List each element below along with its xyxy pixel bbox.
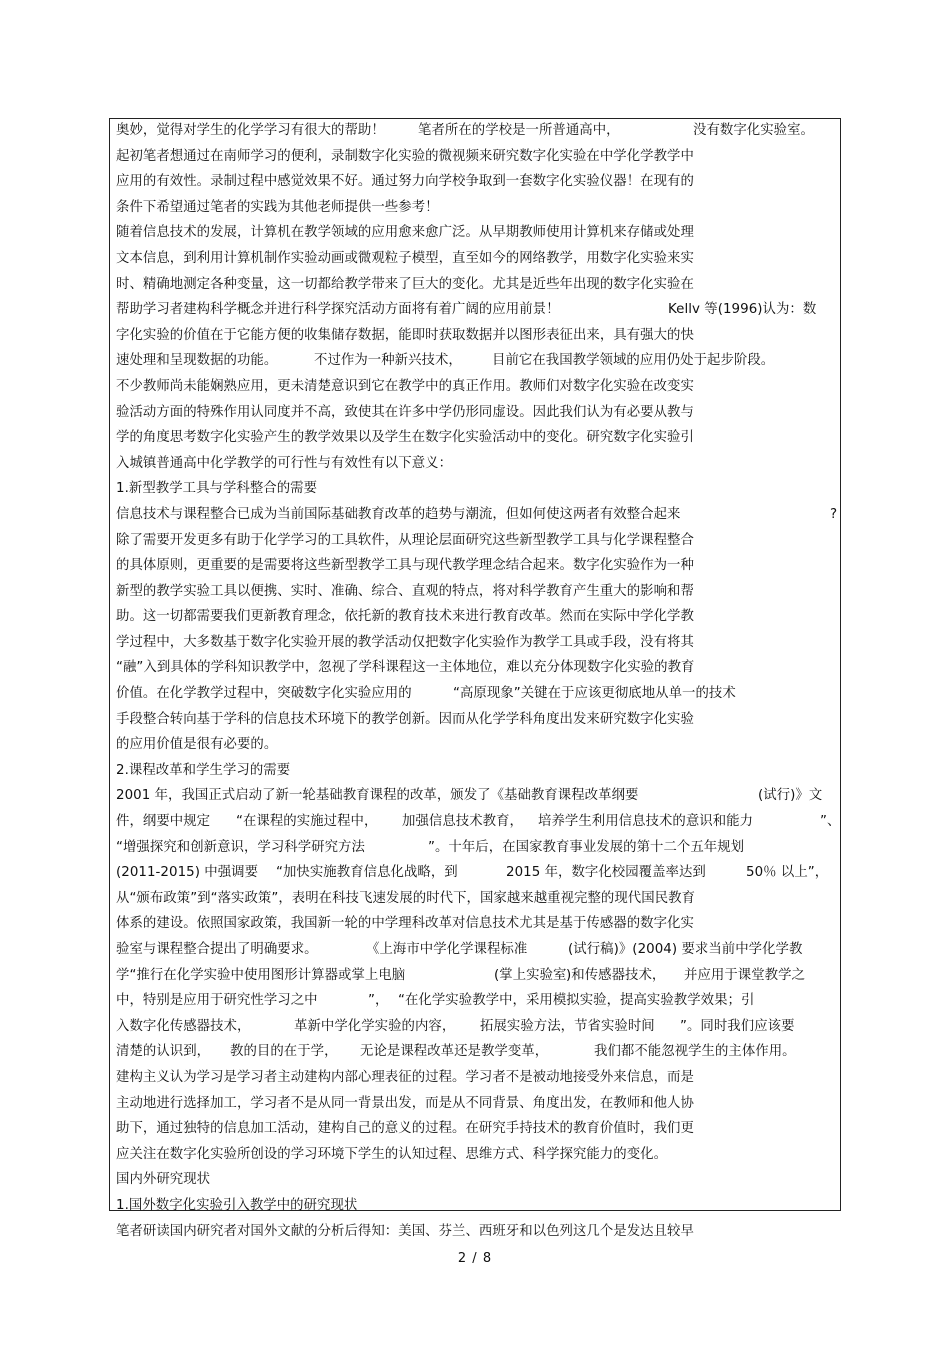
text-line <box>116 220 838 246</box>
text-line <box>116 1065 838 1091</box>
text-line <box>116 246 838 272</box>
text-segment: 拓展实验方法，节省实验时间 <box>480 1018 655 1034</box>
text-segment: ? <box>830 506 838 522</box>
text-segment: 应用的有效性。录制过程中感觉效果不好。通过努力向学校争取到一套数字化实验仪器！在现有的 <box>116 174 694 190</box>
text-segment: 起初笔者想通过在南师学习的便利，录制数字化实验的微视频来研究数字化实验在中学化学教学中 <box>116 148 694 164</box>
text-segment: “高原现象”关键在于应该更彻底地从单一的技术 <box>453 686 736 702</box>
text-segment: 的应用价值是很有必要的。 <box>116 737 278 753</box>
text-line <box>116 169 838 195</box>
text-segment: 清楚的认识到， <box>116 1044 211 1060</box>
text-segment: 的具体原则，更重要的是需要将这些新型教学工具与现代教学理念结合起来。数字化实验作为一种 <box>116 558 694 574</box>
text-line <box>116 348 838 374</box>
text-segment: 50％ 以上”， <box>746 865 829 881</box>
text-segment: 价值。在化学教学过程中，突破数字化实验应用的 <box>116 686 412 702</box>
text-line <box>116 809 841 835</box>
text-segment: 加强信息技术教育， <box>402 814 523 830</box>
text-segment: 信息技术与课程整合已成为当前国际基础教育改革的趋势与潮流，但如何使这两者有效整合起来 <box>116 506 681 522</box>
text-line <box>116 1014 838 1040</box>
text-segment: 时、精确地测定各种变量，这一切都给教学带来了巨大的变化。尤其是近些年出现的数字化实验在 <box>116 276 694 292</box>
text-segment: 我们都不能忽视学生的主体作用。 <box>594 1044 796 1060</box>
text-segment: 没有数字化实验室。 <box>693 123 814 138</box>
text-segment: 帮助学习者建构科学概念并进行科学探究活动方面将有着广阔的应用前景！ <box>116 302 560 318</box>
text-line <box>116 911 838 937</box>
text-line <box>116 732 838 758</box>
text-segment: “在课程的实施过程中， <box>236 814 378 830</box>
text-segment: “在化学实验教学中，采用模拟实验，提高实验教学效果；引 <box>398 993 755 1009</box>
text-segment: 条件下希望通过笔者的实践为其他老师提供一些参考！ <box>116 199 439 215</box>
text-line <box>116 1142 838 1168</box>
text-line <box>116 502 838 528</box>
text-line <box>116 1116 838 1142</box>
text-line <box>116 655 838 681</box>
text-line <box>116 118 838 144</box>
text-line <box>116 937 838 963</box>
text-line <box>116 374 838 400</box>
text-segment: 随着信息技术的发展，计算机在教学领域的应用愈来愈广泛。从早期教师使用计算机来存储或处理 <box>116 225 694 241</box>
text-segment: 学的角度思考数字化实验产生的教学效果以及学生在数字化实验活动中的变化。研究数字化实验引 <box>116 430 694 446</box>
text-line <box>116 835 838 861</box>
text-segment: 奥妙，觉得对学生的化学学习有很大的帮助！ <box>116 123 385 138</box>
text-segment: Kellv 等(1996)认为：数 <box>668 302 817 318</box>
text-segment: 《上海市中学化学课程标准 <box>366 942 528 957</box>
text-segment: 不过作为一种新兴技术， <box>314 353 462 369</box>
text-segment: 速处理和呈现数据的功能。 <box>116 353 278 369</box>
text-segment: 目前它在我国教学领域的应用仍处于起步阶段。 <box>492 353 775 369</box>
text-segment: ”。十年后，在国家教育事业发展的第十二个五年规划 <box>428 839 745 855</box>
text-segment: 文本信息，到利用计算机制作实验动画或微观粒子模型，直至如今的网络教学，用数字化实验来实 <box>116 250 694 266</box>
text-segment: 笔者所在的学校是一所普通高中， <box>418 123 620 138</box>
text-segment: 从“颁布政策”到“落实政策”，表明在科技飞速发展的时代下，国家越来越重视完整的现代国民教育 <box>116 890 696 906</box>
text-segment: 教的目的在于学， <box>230 1044 338 1060</box>
text-line <box>116 144 838 170</box>
text-line <box>116 297 838 323</box>
text-segment: (2011-2015) 中强调要 <box>116 865 259 881</box>
text-line <box>116 272 838 298</box>
text-line <box>116 783 838 809</box>
text-segment: “融”入到具体的学科知识教学中，忽视了学科课程这一主体地位，难以充分体现数字化实验的教育 <box>116 660 695 676</box>
text-segment: 体系的建设。依照国家政策，我国新一轮的中学理科改革对信息技术尤其是基于传感器的数字化实 <box>116 916 694 932</box>
text-segment: )和传感器技术， <box>566 967 666 983</box>
text-line <box>116 1219 838 1245</box>
text-segment: 主动地进行选择加工，学习者不是从同一背景出发，而是从不同背景、角度出发，在教师和他人协 <box>116 1095 694 1111</box>
text-segment: 1.新型教学工具与学科整合的需要 <box>116 481 318 497</box>
text-segment: (掌上实验室 <box>494 967 567 983</box>
text-line <box>116 1039 838 1065</box>
text-segment: 入城镇普通高中化学教学的可行性与有效性有以下意义： <box>116 455 453 471</box>
text-line <box>116 553 838 579</box>
text-line <box>116 604 838 630</box>
text-segment: 件，纲要中规定 <box>116 814 211 830</box>
text-segment: “增强探究和创新意识，学习科学研究方法 <box>116 839 365 855</box>
text-segment: 学过程中，大多数基于数字化实验开展的教学活动仅把数字化实验作为教学工具或手段，没有将其 <box>116 634 694 650</box>
text-segment: 2015 年，数字化校园覆盖率达到 <box>506 865 706 881</box>
text-segment: 应关注在数字化实验所创设的学习环境下学生的认知过程、思维方式、科学探究能力的变化。 <box>116 1146 668 1162</box>
section-heading <box>116 1193 838 1219</box>
text-segment: 助下，通过独特的信息加工活动，建构自己的意义的过程。在研究手持技术的教育价值时，我们更 <box>116 1121 694 1137</box>
text-segment: 新型的教学实验工具以便携、实时、准确、综合、直观的特点，将对科学教育产生重大的影响和帮 <box>116 583 694 599</box>
text-segment: 2001 年，我国正式启动了新一轮基础教育课程的改革，颁发了《基础教育课程改革纲要 <box>116 788 639 804</box>
text-segment: 验活动方面的特殊作用认同度并不高，致使其在许多中学仍形同虚设。因此我们认为有必要从教与 <box>116 404 694 420</box>
text-segment: (试行)》文 <box>758 788 823 804</box>
text-segment: 入数字化传感器技术， <box>116 1018 251 1034</box>
text-line <box>116 630 838 656</box>
text-line <box>116 579 838 605</box>
text-line <box>116 707 838 733</box>
text-segment: 学“推行在化学实验中使用图形计算器或掌上电脑 <box>116 967 406 983</box>
page-indicator: 2 / 8 <box>457 1251 493 1266</box>
text-line <box>116 195 838 221</box>
text-segment: 字化实验的价值在于它能方便的收集储存数据，能即时获取数据并以图形表征出来，具有强大的快 <box>116 327 694 343</box>
text-line <box>116 963 838 989</box>
text-segment: 助。这一切都需要我们更新教育理念，依托新的教育技术来进行教育改革。然而在实际中学化学教 <box>116 609 694 625</box>
text-line <box>116 451 838 477</box>
text-segment: 手段整合转向基于学科的信息技术环境下的教学创新。因而从化学学科角度出发来研究数字化实验 <box>116 711 694 727</box>
text-segment: 1.国外数字化实验引入教学中的研究现状 <box>116 1197 358 1213</box>
text-line <box>116 425 838 451</box>
text-segment: 并应用于课堂教学之 <box>684 967 805 983</box>
text-segment: 培养学生利用信息技术的意识和能力 <box>538 814 754 830</box>
text-segment: 建构主义认为学习是学习者主动建构内部心理表征的过程。学习者不是被动地接受外来信息，而是 <box>116 1069 694 1085</box>
text-segment: (试行稿)》(2004) 要求当前中学化学教 <box>568 942 803 957</box>
text-segment: 2.课程改革和学生学习的需要 <box>116 762 291 778</box>
text-line <box>116 886 838 912</box>
section-heading <box>116 1167 838 1193</box>
document-body <box>116 118 841 1244</box>
text-segment: “加快实施教育信息化战略，到 <box>276 865 458 881</box>
text-segment: 国内外研究现状 <box>116 1172 211 1188</box>
text-segment: 笔者研读国内研究者对国外文献的分析后得知：美国、芬兰、西班牙和以色列这几个是发达且较早 <box>116 1223 694 1239</box>
text-segment: 不少教师尚未能娴熟应用，更未清楚意识到它在教学中的真正作用。教师们对数字化实验在改变实 <box>116 378 694 394</box>
text-line <box>116 528 838 554</box>
text-segment: ”、 <box>820 814 841 830</box>
text-segment: 除了需要开发更多有助于化学学习的工具软件，从理论层面研究这些新型教学工具与化学课程整合 <box>116 532 694 548</box>
text-segment: 革新中学化学实验的内容， <box>294 1018 456 1034</box>
text-line <box>116 681 838 707</box>
text-segment: 验室与课程整合提出了明确要求。 <box>116 942 318 957</box>
section-heading <box>116 758 838 784</box>
text-line <box>116 988 838 1014</box>
text-line <box>116 1091 838 1117</box>
text-segment: 中，特别是应用于研究性学习之中 <box>116 993 318 1009</box>
text-segment: ”， <box>368 993 389 1009</box>
text-line <box>116 400 838 426</box>
text-segment: ”。同时我们应该要 <box>680 1018 795 1034</box>
text-line <box>116 860 838 886</box>
section-heading <box>116 476 838 502</box>
text-segment: 无论是课程改革还是教学变革， <box>360 1044 549 1060</box>
text-line <box>116 323 838 349</box>
